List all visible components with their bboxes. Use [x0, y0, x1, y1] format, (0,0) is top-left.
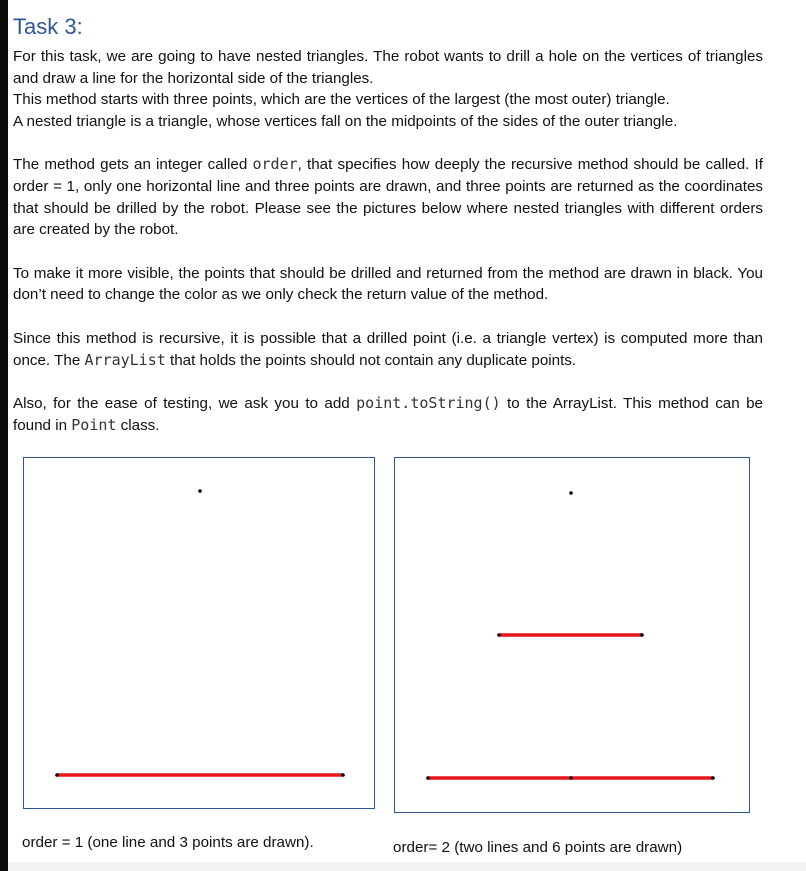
- paragraph-order: [13, 154, 763, 240]
- order-text-pre: The method gets an integer called: [13, 156, 253, 174]
- drill-point: [569, 491, 573, 495]
- tostring-text-mid: to the ArrayList. This method can be found in: [13, 395, 763, 434]
- arraylist-code: ArrayList: [84, 350, 166, 369]
- caption-order-2: order= 2 (two lines and 6 points are drawn): [393, 839, 683, 856]
- drill-point: [569, 776, 573, 780]
- figure-order-2: [394, 457, 750, 813]
- order-code: order: [252, 155, 298, 174]
- drill-point: [341, 773, 345, 777]
- left-margin-bar: [0, 0, 8, 871]
- order-text-post: , that specifies how deeply the recursive method should be called. If order = 1, only one horizontal line and three points are drawn, and three points are returned as the coordinates that should be drilled by the robot. Please see the pictures below where nested triangles with different orders are created by the robot.: [13, 156, 763, 239]
- paragraph-visibility: To make it more visible, the points that should be drilled and returned from the method are drawn in black. You don’t need to change the color as we only check the return value of the method.: [13, 264, 763, 304]
- paragraph-tostring: [13, 393, 763, 436]
- caption-order-1: order = 1 (one line and 3 points are drawn).: [22, 834, 314, 851]
- intro-line-2: This method starts with three points, which are the vertices of the largest (the most outer) triangle.: [13, 91, 670, 109]
- drill-point: [55, 773, 59, 777]
- drill-point: [711, 776, 715, 780]
- figure-order-1-drawing: [24, 458, 374, 808]
- tostring-text-post: class.: [116, 416, 160, 434]
- point-class-code: Point: [71, 415, 117, 434]
- task-title: Task 3:: [13, 14, 83, 39]
- tostring-text-pre: Also, for the ease of testing, we ask you to add: [13, 395, 357, 413]
- paragraph-intro: [13, 46, 763, 132]
- intro-line-3: A nested triangle is a triangle, whose vertices fall on the midpoints of the sides of the outer triangle.: [13, 112, 678, 130]
- drill-point: [640, 633, 644, 637]
- drill-point: [497, 633, 501, 637]
- figure-order-2-drawing: [395, 458, 749, 812]
- page-bottom-strip: [8, 862, 806, 871]
- drill-point: [198, 489, 202, 493]
- paragraph-duplicates: [13, 328, 763, 371]
- drill-point: [426, 776, 430, 780]
- duplicates-text-pre: Since this method is recursive, it is possible that a drilled point (i.e. a triangle vertex) is computed more than once. The: [13, 329, 763, 369]
- tostring-code: point.toString(): [356, 394, 501, 413]
- figure-order-1: [23, 457, 375, 809]
- intro-line-1: For this task, we are going to have nested triangles. The robot wants to drill a hole on the vertices of triangles and draw a line for the horizontal side of the triangles.: [13, 48, 763, 87]
- duplicates-text-post: that holds the points should not contain any duplicate points.: [165, 351, 577, 369]
- document-body: [13, 14, 763, 458]
